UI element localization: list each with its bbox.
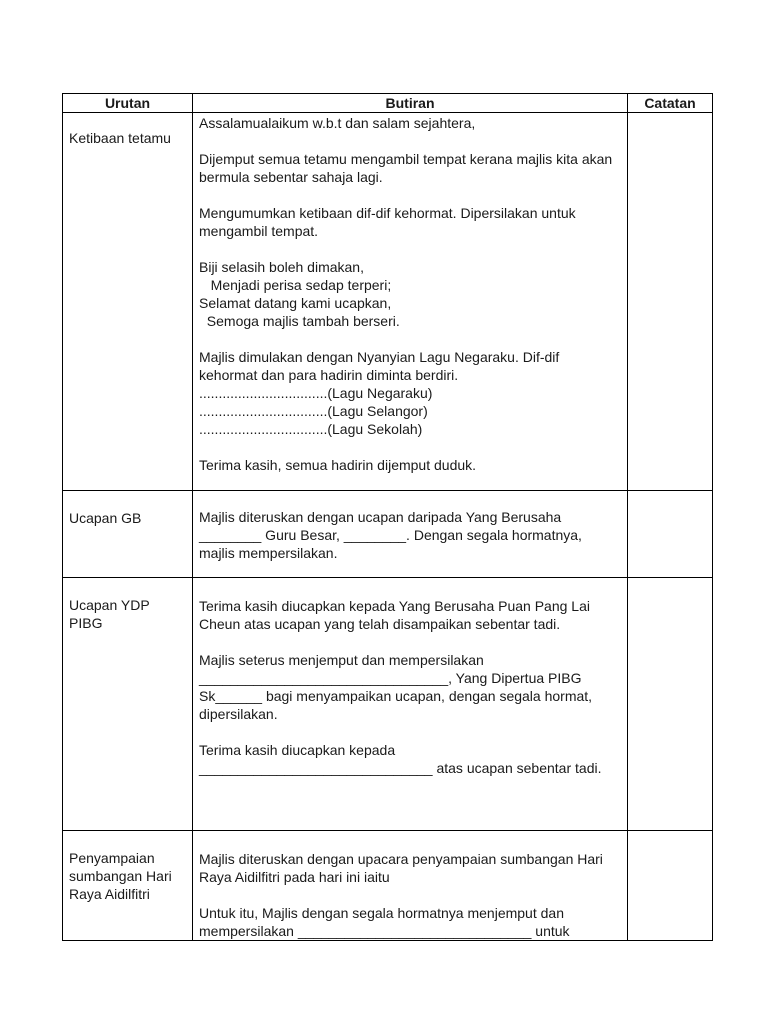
- butiran-cell: [193, 491, 628, 578]
- paragraph: Majlis diteruskan dengan ucapan daripada Yang Berusaha ________ Guru Besar, ________. Dengan segala hormatnya, majlis mempersilakan.: [199, 509, 586, 561]
- paragraph: Assalamualaikum w.b.t dan salam sejahtera,: [199, 115, 476, 131]
- urutan-cell: Ketibaan tetamu: [63, 113, 193, 491]
- header-butiran: Butiran: [193, 94, 628, 113]
- table-row: [63, 113, 713, 491]
- table-row: [63, 578, 713, 831]
- catatan-cell: [628, 831, 713, 941]
- programme-table: [62, 93, 713, 941]
- paragraph: Majlis seterus menjemput dan mempersilakan ________________________________, Yang Dipertua PIBG Sk______ bagi menyampaikan ucapan, dengan segala hormat, dipersilakan.: [199, 652, 596, 722]
- paragraph: Majlis dimulakan dengan Nyanyian Lagu Negaraku. Dif-dif kehormat dan para hadirin diminta berdiri. .................................(Lagu Negaraku) .................................(Lagu Selangor) .................................(Lagu Sekolah): [199, 349, 560, 437]
- paragraph: Dijemput semua tetamu mengambil tempat kerana majlis kita akan bermula sebentar sahaja lagi.: [199, 151, 617, 185]
- butiran-cell: [193, 578, 628, 831]
- urutan-cell: Penyampaian sumbangan Hari Raya Aidilfitri: [63, 831, 193, 941]
- urutan-cell: Ucapan GB: [63, 491, 193, 578]
- catatan-cell: [628, 113, 713, 491]
- paragraph: Terima kasih, semua hadirin dijemput duduk.: [199, 457, 477, 473]
- header-row: [63, 94, 713, 113]
- catatan-cell: [628, 491, 713, 578]
- paragraph: Terima kasih diucapkan kepada Yang Berusaha Puan Pang Lai Cheun atas ucapan yang telah disampaikan sebentar tadi.: [199, 598, 594, 632]
- paragraph: Terima kasih diucapkan kepada ______________________________ atas ucapan sebentar tadi.: [199, 742, 602, 776]
- urutan-cell: Ucapan YDP PIBG: [63, 578, 193, 831]
- pantun: Biji selasih boleh dimakan, Menjadi perisa sedap terperi; Selamat datang kami ucapkan, Semoga majlis tambah berseri.: [199, 259, 400, 329]
- paragraph: Majlis diteruskan dengan upacara penyampaian sumbangan Hari Raya Aidilfitri pada hari ini iaitu: [199, 851, 607, 885]
- paragraph: Untuk itu, Majlis dengan segala hormatnya menjemput dan mempersilakan ______________________________ untuk: [199, 905, 570, 939]
- table-row: [63, 491, 713, 578]
- header-catatan: Catatan: [628, 94, 713, 113]
- table-row: [63, 831, 713, 941]
- catatan-cell: [628, 578, 713, 831]
- butiran-cell: [193, 831, 628, 941]
- paragraph: Mengumumkan ketibaan dif-dif kehormat. Dipersilakan untuk mengambil tempat.: [199, 205, 580, 239]
- butiran-cell: [193, 113, 628, 491]
- header-urutan: Urutan: [63, 94, 193, 113]
